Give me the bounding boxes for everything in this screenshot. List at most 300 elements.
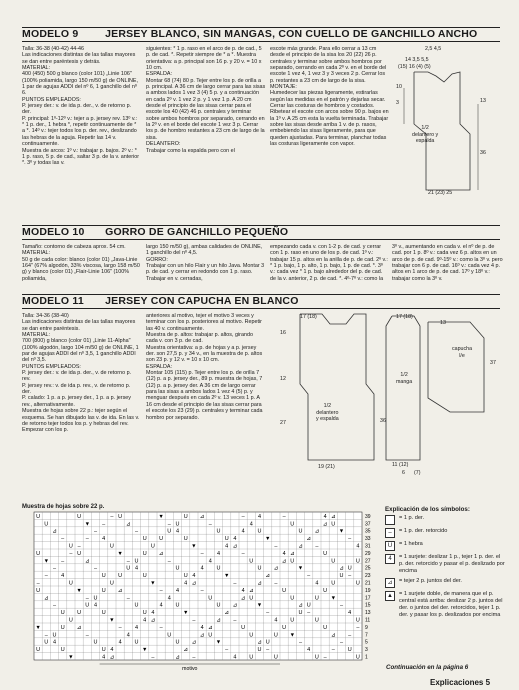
stitch-symbol: – xyxy=(118,624,122,631)
stitch-symbol: U xyxy=(331,521,336,528)
stitch-symbol: ▼ xyxy=(338,528,345,535)
legend-symbol: – xyxy=(385,528,395,538)
stitch-symbol: ▼ xyxy=(158,513,164,520)
stitch-symbol: – xyxy=(126,558,130,565)
stitch-symbol: 4 xyxy=(233,654,237,661)
stitch-symbol: – xyxy=(200,550,204,557)
stitch-symbol: ▼ xyxy=(264,536,271,543)
modelo-9-sch-right1: 13 xyxy=(480,98,486,104)
stitch-symbol: U xyxy=(347,647,352,654)
modelo-9-sch-label: 1/2 delantero y espalda xyxy=(412,125,439,144)
stitch-symbol: ▼ xyxy=(289,632,296,639)
stitch-symbol: 4 xyxy=(126,632,130,639)
stitch-symbol: U xyxy=(183,536,188,543)
stitch-symbol: U xyxy=(101,587,106,594)
stitch-symbol: – xyxy=(233,580,237,587)
stitch-symbol: ⊿ xyxy=(158,550,164,557)
stitch-symbol: – xyxy=(192,654,196,661)
stitch-symbol: U xyxy=(183,573,188,580)
stitch-symbol: 4 xyxy=(134,565,139,572)
stitch-symbol: – xyxy=(134,528,139,535)
stitch-symbol: U xyxy=(331,558,336,565)
legend-symbol: ⊿ xyxy=(385,578,395,588)
legend-text: = 1 p. der. xyxy=(399,515,425,521)
stitch-symbol: ▼ xyxy=(76,587,82,594)
stitch-symbol: U xyxy=(36,550,41,557)
modelo-10-title: GORRO DE GANCHILLO PEQUEÑO xyxy=(105,226,289,238)
stitch-symbol: – xyxy=(274,543,278,550)
stitch-symbol: U xyxy=(314,595,319,602)
stitch-symbol: – xyxy=(274,580,278,587)
stitch-symbol: ⊿ xyxy=(207,624,213,631)
stitch-symbol: – xyxy=(339,602,344,609)
stitch-symbol: U xyxy=(77,550,82,557)
legend-item xyxy=(385,578,505,588)
modelo-11-sch-b: 16 xyxy=(280,330,286,336)
legend-text: = tejer 2 p. juntos del der. xyxy=(399,578,462,584)
stitch-symbol: – xyxy=(339,639,344,646)
stitch-symbol: 4 xyxy=(102,536,106,543)
stitch-symbol: ⊿ xyxy=(117,587,123,594)
stitch-symbol: U xyxy=(257,528,262,535)
stitch-symbol: U xyxy=(216,528,221,535)
stitch-symbol: U xyxy=(314,617,319,624)
stitch-symbol: ⊿ xyxy=(150,617,156,624)
stitch-symbol: U xyxy=(208,595,213,602)
stitch-symbol: ⊿ xyxy=(199,513,205,520)
modelo-10-col2: largo 150 m/50 g), ambas calidades de ONLINE, 1 ganchillo del nº 4,5. GORRO: Trabajar con un hilo Flair y un hilo Java. Montar 3 p. de cad. y cerrar en redondo con 1 p. raso. Trabajar en v. cerradas, xyxy=(146,244,265,282)
stitch-symbol: – xyxy=(192,617,196,624)
stitch-symbol: ⊿ xyxy=(281,558,287,565)
stitch-symbol: U xyxy=(93,639,98,646)
legend-title: Explicación de los símbolos: xyxy=(385,506,470,513)
modelo-10-col3: empezando cada v. con 1-2 p. de cad. y cerrar con 1 p. raso en uno de los p. de cad. 1º v.: trabajar 15 p. altos en la anilla de p. de cad. 2º v.: * 1 p. bajo, 1 p. alto, 1 p. bajo, 1 p. de cad. *. 3º v.: cada vez * 1 p. bajo alrededor del p. de cad. de la v. anterior, 2 p. de cad. *. 4º-7º v.: como la xyxy=(270,244,390,282)
modelo-11-sch-f: 17 (18) xyxy=(396,314,413,320)
stitch-symbol: ⊿ xyxy=(257,580,262,587)
legend-symbol: ▲ xyxy=(385,591,395,601)
modelo-11-sch-k: 13 xyxy=(440,320,446,326)
modelo-11-sch-m: 37 xyxy=(490,360,496,366)
modelo-9-number: MODELO 9 xyxy=(22,28,79,40)
legend-text: = 1 hebra xyxy=(399,541,423,547)
modelo-11-sch-i: 6 xyxy=(402,470,405,476)
stitch-symbol: – xyxy=(348,536,352,543)
stitch-symbol: U xyxy=(298,528,303,535)
stitch-symbol: ⊿ xyxy=(43,595,49,602)
stitch-symbol: ⊿ xyxy=(125,521,131,528)
stitch-symbol: ⊿ xyxy=(84,558,90,565)
stitch-symbol: – xyxy=(233,617,237,624)
stitch-symbol: ▼ xyxy=(223,573,230,580)
stitch-symbol: U xyxy=(323,624,328,631)
stitch-symbol: – xyxy=(266,647,270,654)
stitch-symbol: U xyxy=(159,536,164,543)
stitch-symbol: ▼ xyxy=(141,647,148,654)
legend-item xyxy=(385,591,505,619)
stitch-symbol: U xyxy=(142,550,147,557)
stitch-symbol: 4 xyxy=(175,587,180,594)
stitch-symbol: ▼ xyxy=(68,654,74,661)
stitch-symbol: – xyxy=(282,513,286,520)
stitch-symbol: 4 xyxy=(241,528,245,535)
stitch-symbol: 4 xyxy=(192,573,196,580)
stitch-symbol: – xyxy=(44,573,48,580)
stitch-symbol: U xyxy=(93,595,98,602)
stitch-symbol: ⊿ xyxy=(273,565,279,572)
modelo-9-sch-top: 2,5 4,5 xyxy=(425,46,442,52)
stitch-symbol: 4 xyxy=(159,602,163,609)
stitch-symbol: 4 xyxy=(315,580,319,587)
stitch-symbol: U xyxy=(52,632,57,639)
stitch-symbol: – xyxy=(69,550,73,557)
stitch-symbol: U xyxy=(331,580,336,587)
modelo-9-header xyxy=(22,27,500,42)
stitch-symbol: U xyxy=(183,513,188,520)
stitch-symbol: U xyxy=(36,587,41,594)
legend-symbol: 4 xyxy=(385,554,395,564)
row-number: 15 xyxy=(365,602,371,609)
modelo-9-sch-neck: 14 3,5 5,5 xyxy=(405,57,429,63)
stitch-symbol: ⊿ xyxy=(175,654,180,661)
legend-text: = 1 surjete doble, de manera que el p. central está arriba: deslizar 2 p. juntos del der. o juntos del der. retorcidos, tejer 1 p. der. y pasar los p. deslizados por encima xyxy=(399,591,503,618)
stitch-symbol: – xyxy=(44,632,48,639)
stitch-symbol: ⊿ xyxy=(199,632,205,639)
modelo-11-sch-d: 27 xyxy=(280,420,286,426)
stitch-symbol: ▼ xyxy=(43,558,50,565)
modelo-10-header xyxy=(22,225,500,240)
modelo-9-sch-cols: (15) 16 (4) (5) xyxy=(398,64,431,70)
stitch-symbol: U xyxy=(347,565,352,572)
stitch-symbol: – xyxy=(348,573,352,580)
stitch-symbol: ⊿ xyxy=(183,647,189,654)
stitch-symbol: ⊿ xyxy=(52,528,57,535)
stitch-symbol: – xyxy=(52,565,57,572)
stitch-symbol: ⊿ xyxy=(330,632,336,639)
modelo-10-col1: Tamaño: contorno de cabeza aprox. 54 cm. MATERIAL: 50 g de cada color: blanco (color 01) „Java-Linie 164" (67% algodón, 33% viscosa, largo 158 m/50 g) y blanco (color 01) „Flair-Linie 106" (100% poliamida, xyxy=(22,244,140,282)
stitch-symbol: – xyxy=(93,528,98,535)
stitch-symbol: – xyxy=(208,521,212,528)
stitch-symbol: U xyxy=(142,573,147,580)
stitch-symbol: – xyxy=(126,595,130,602)
stitch-symbol: U xyxy=(175,521,180,528)
page-footer: Explicaciones 5 xyxy=(430,678,491,687)
stitch-symbol: U xyxy=(208,632,213,639)
stitch-symbol: U xyxy=(355,617,360,624)
stitch-symbol: – xyxy=(102,521,106,528)
stitch-symbol: – xyxy=(85,632,89,639)
stitch-symbol: U xyxy=(68,617,73,624)
stitch-chart-title: Muestra de hojas sobre 22 p. xyxy=(22,504,105,510)
stitch-symbol: U xyxy=(298,610,303,617)
stitch-symbol: U xyxy=(175,639,180,646)
stitch-symbol: – xyxy=(241,550,245,557)
stitch-symbol: ⊿ xyxy=(232,602,238,609)
stitch-symbol: U xyxy=(257,565,262,572)
stitch-symbol: ⊿ xyxy=(224,610,230,617)
modelo-11-sch-a: 17 (18) xyxy=(300,314,317,320)
stitch-symbol: 4 xyxy=(225,543,229,550)
stitch-symbol: U xyxy=(355,580,360,587)
row-number: 31 xyxy=(365,543,371,550)
stitch-symbol: U xyxy=(44,521,49,528)
stitch-symbol: ▼ xyxy=(297,565,304,572)
stitch-symbol: – xyxy=(241,513,245,520)
legend-item xyxy=(385,515,505,525)
stitch-symbol: ⊿ xyxy=(298,543,303,550)
stitch-symbol: ▼ xyxy=(256,602,263,609)
stitch-symbol: U xyxy=(323,550,328,557)
stitch-symbol: – xyxy=(200,587,204,594)
stitch-symbol: 4 xyxy=(151,610,155,617)
row-number: 33 xyxy=(365,536,371,543)
stitch-symbol: U xyxy=(290,617,295,624)
stitch-symbol: 4 xyxy=(134,624,139,631)
row-number: 25 xyxy=(365,565,371,572)
stitch-symbol: U xyxy=(355,654,360,661)
stitch-chart xyxy=(22,512,378,672)
row-number: 9 xyxy=(365,624,368,631)
row-number: 39 xyxy=(365,513,371,520)
stitch-symbol: ⊿ xyxy=(109,654,115,661)
stitch-symbol: 4 xyxy=(216,550,221,557)
modelo-9-sch-right2: 36 xyxy=(480,150,486,156)
stitch-symbol: U xyxy=(36,513,41,520)
legend-item xyxy=(385,541,505,551)
stitch-symbol: ▼ xyxy=(109,617,115,624)
stitch-symbol: U xyxy=(249,595,254,602)
legend-text: = 1 p. der. retorcido xyxy=(399,528,448,534)
stitch-symbol: – xyxy=(61,558,65,565)
stitch-symbol: – xyxy=(348,632,352,639)
stitch-symbol: 4 xyxy=(200,565,204,572)
row-number: 17 xyxy=(365,595,371,602)
stitch-symbol: U xyxy=(314,654,319,661)
modelo-11-sch-g: 1/2 manga xyxy=(396,372,413,385)
modelo-9-col1: Talla: 36-38 (40-42) 44-46 Las indicaciones distintas de las tallas mayores se dan entre paréntesis y detrás. MATERIAL: 400 (450) 500 g blanco (color 101) „Linie 106" (100% poliamida, largo 150 m/50 g) de ONLINE, 1 par de agujas ADDI del nº 6, 1 ganchillo del nº 6. PUNTOS EMPLEADOS: P. jersey der.: v. de ida p. der., v. de retorno p. der. P. principal: 1º-12º v.: tejer a p. jersey rev. 13º v.: * 1 p. der., 1 hebra *, repetir continuamente de * a *. 14º v.: tejer todos los p. der. rev., deslizando las hebras de la aguja. Repetir las 14 v. continuamente. Muestra de arcos: 1º v.: trabajar p. bajos. 2º v.: * 1 p. raso, 5 p. de cad., saltar 3 p. de la v. anterior *. 3º y todas las v. xyxy=(22,46,140,167)
stitch-symbol: U xyxy=(109,543,114,550)
stitch-symbol: 4 xyxy=(118,639,122,646)
stitch-symbol: U xyxy=(109,580,114,587)
stitch-symbol: ▼ xyxy=(117,550,123,557)
stitch-symbol: U xyxy=(306,602,311,609)
row-number: 27 xyxy=(365,558,371,565)
stitch-symbol: U xyxy=(118,513,123,520)
row-number: 35 xyxy=(365,528,371,535)
stitch-symbol: 4 xyxy=(282,550,286,557)
stitch-symbol: U xyxy=(249,632,254,639)
legend-symbol: U xyxy=(385,541,395,551)
row-number: 37 xyxy=(365,521,371,528)
stitch-symbol: 4 xyxy=(274,617,278,624)
legend-text: = 1 surjete: deslizar 1 p., tejer 1 p. der. el p. der. retorcido y pasar el p. deslizado por encima xyxy=(399,554,505,574)
stitch-symbol: 4 xyxy=(167,595,171,602)
stitch-symbol: U xyxy=(68,580,73,587)
stitch-symbol: – xyxy=(167,521,171,528)
stitch-symbol: – xyxy=(167,558,171,565)
stitch-symbol: 4 xyxy=(241,587,245,594)
row-number: 23 xyxy=(365,573,371,580)
stitch-symbol: – xyxy=(93,565,98,572)
stitch-symbol: 4 xyxy=(257,513,262,520)
stitch-symbol: U xyxy=(77,513,82,520)
stitch-symbol: 4 xyxy=(200,624,204,631)
stitch-symbol: – xyxy=(266,610,270,617)
continuation-note: Continuación en la página 6 xyxy=(386,664,469,671)
stitch-symbol: – xyxy=(298,639,303,646)
stitch-symbol: 4 xyxy=(93,602,98,609)
stitch-symbol: U xyxy=(339,573,344,580)
modelo-11-sch-bottom: 19 (21) xyxy=(318,464,335,470)
stitch-symbol: U xyxy=(175,565,180,572)
modelo-11-sch-e: 36 xyxy=(380,418,386,424)
stitch-symbol: 4 xyxy=(233,536,237,543)
modelo-10-col4: 3º v., aumentando en cada v. el nº de p. de cad. por 1 p. 8º v.: cada vez 6 p. altos en un arco de p. de cad. 9º-15º v.: como la 3º v. pero trabajar con 6 p. de cad. 16º v.: cada vez 4 p. altos en 1 arco de p. de cad. 17º y 18º v.: trabajar como la 3º v. xyxy=(392,244,505,282)
stitch-symbol: U xyxy=(77,610,82,617)
stitch-symbol: U xyxy=(60,624,65,631)
modelo-11-sch-c: 12 xyxy=(280,376,286,382)
stitch-symbol: 4 xyxy=(249,521,253,528)
stitch-symbol: ▼ xyxy=(35,624,41,631)
stitch-symbol: – xyxy=(159,587,163,594)
stitch-symbol: ⊿ xyxy=(232,543,238,550)
stitch-symbol: U xyxy=(101,573,106,580)
stitch-symbol: – xyxy=(159,624,163,631)
stitch-symbol: ⊿ xyxy=(330,513,336,520)
stitch-symbol: – xyxy=(61,536,65,543)
row-number: 3 xyxy=(365,647,368,654)
legend-symbol xyxy=(385,515,395,525)
stitch-symbol: U xyxy=(44,639,49,646)
stitch-symbol: ▼ xyxy=(215,639,222,646)
stitch-symbol: U xyxy=(273,632,278,639)
stitch-symbol: U xyxy=(175,602,180,609)
stitch-symbol: U xyxy=(249,654,254,661)
stitch-symbol: ⊿ xyxy=(191,639,197,646)
stitch-symbol: – xyxy=(331,647,335,654)
stitch-symbol: ⊿ xyxy=(322,521,328,528)
modelo-11-header xyxy=(22,294,500,309)
stitch-symbol: U xyxy=(290,558,295,565)
stitch-symbol: U xyxy=(134,602,139,609)
stitch-symbol: – xyxy=(110,513,114,520)
modelo-9-sch-left2: 3 xyxy=(396,100,399,106)
row-number: 7 xyxy=(365,632,368,639)
modelo-9-sch-bottom: 21 (23) 25 xyxy=(428,190,453,196)
stitch-symbol: ⊿ xyxy=(257,639,262,646)
stitch-symbol: 4 xyxy=(348,610,352,617)
stitch-symbol: – xyxy=(85,595,89,602)
modelo-11-sch-h: 11 (12) xyxy=(392,462,409,468)
stitch-symbol: ⊿ xyxy=(265,573,271,580)
stitch-symbol: U xyxy=(150,543,155,550)
motivo-label: motivo xyxy=(182,666,198,672)
stitch-symbol: – xyxy=(85,536,89,543)
stitch-symbol: 4 xyxy=(356,543,360,550)
modelo-9-col2: siguientes: * 1 p. raso en el arco de p. de cad., 5 p. de cad. *. Repetir siempre de * a *. Muestra orientativa: a p. principal son 16 p. y 20 v. = 10 x 10 cm. ESPALDA: Montar 68 (74) 80 p. Tejer entre los p. de orilla a p. principal. A 36 cm de largo cerrar para las sisas a ambos lados 1 vez 3 (4) 5 p. y a continuación en cada 2º v. 1 vez 2 p. y 1 vez 1 p. A 20 cm desde el principio de las sisas cerrar para el escote los 40 (42) 46 p. centrales y terminar sobre ambos hombros por separado, cerrando en la 2º v. en el borde del escote 1 vez 3 p. Cerrar los p. de hombro restantes a 23 cm de largo de la sisa. DELANTERO: Trabajar como la espalda pero con el xyxy=(146,46,266,154)
modelo-9-sch-left1: 10 xyxy=(396,84,402,90)
stitch-symbol: 4 xyxy=(110,647,114,654)
stitch-symbol: 4 xyxy=(208,558,212,565)
stitch-symbol: ⊿ xyxy=(76,624,82,631)
stitch-symbol: U xyxy=(290,521,295,528)
stitch-symbol: ▼ xyxy=(182,610,189,617)
modelo-11-sch-label: 1/2 delantero y espalda xyxy=(316,403,339,422)
stitch-symbol: U xyxy=(257,647,262,654)
stitch-symbol: U xyxy=(85,602,90,609)
stitch-symbol: – xyxy=(151,654,155,661)
stitch-symbol: U xyxy=(101,610,106,617)
stitch-symbol: U xyxy=(68,543,73,550)
stitch-symbol: ⊿ xyxy=(339,565,344,572)
stitch-symbol: U xyxy=(216,602,221,609)
stitch-symbol: U xyxy=(118,573,123,580)
legend-item xyxy=(385,554,505,575)
stitch-symbol: U xyxy=(60,610,65,617)
stitch-symbol: – xyxy=(77,543,81,550)
stitch-symbol: U xyxy=(282,624,287,631)
stitch-symbol: – xyxy=(36,580,40,587)
stitch-symbol: 4 xyxy=(323,513,327,520)
stitch-symbol: U xyxy=(224,536,229,543)
stitch-symbol: U xyxy=(101,647,106,654)
stitch-symbol: – xyxy=(52,602,57,609)
stitch-symbol: – xyxy=(307,610,311,617)
stitch-symbol: U xyxy=(142,610,147,617)
stitch-symbol: U xyxy=(216,565,221,572)
stitch-symbol: 4 xyxy=(307,647,311,654)
modelo-11-sch-l: capucha l/e xyxy=(452,346,473,359)
stitch-symbol: ▼ xyxy=(84,521,91,528)
stitch-symbol: U xyxy=(249,558,254,565)
stitch-symbol: U xyxy=(273,654,278,661)
stitch-symbol: 4 xyxy=(52,639,57,646)
stitch-symbol: ⊿ xyxy=(314,528,320,535)
stitch-symbol: U xyxy=(142,536,147,543)
stitch-symbol: U xyxy=(323,587,328,594)
stitch-symbol: U xyxy=(126,565,131,572)
modelo-9-col3: escote más grande. Para ello cerrar a 13 cm desde el principio de la sisa los 20 (22) 26 p. centrales y terminar sobre ambos hombros por separado, cerrando en cada 2º v. en el borde del escote 1 vez 4, 1 vez 3 y 3 veces 2 p. Cerrar los p. restantes a 23 cm de largo de la sisa. MONTAJE: Humedecer las piezas ligeramente, estirarlas según las medidas en el patrón y dejarlas secar. Cerrar las costuras de hombros y costados. Ribetear el escote con arcos sobre 90 p. bajos en la 1º v. A 25 cm esta la vuelta terminada. Trabajar sobre las sisas desde arriba 1 v. de p. rasos, embebiendo las sisas ligeramente, para que queden ajustadas. Para terminar, planchar todas las costuras ligeramente con vapor. xyxy=(270,46,389,148)
row-number: 21 xyxy=(365,580,371,587)
stitch-symbol: ⊿ xyxy=(248,587,254,594)
row-number: 5 xyxy=(365,639,368,646)
modelo-10-number: MODELO 10 xyxy=(22,226,85,238)
stitch-symbol: – xyxy=(225,647,229,654)
modelo-11-title: JERSEY CON CAPUCHA EN BLANCO xyxy=(105,295,299,307)
stitch-symbol: U xyxy=(282,587,287,594)
stitch-symbol: ▼ xyxy=(150,580,156,587)
modelo-11-number: MODELO 11 xyxy=(22,295,84,307)
row-number: 13 xyxy=(365,610,371,617)
modelo-11-sch-j: (7) xyxy=(414,470,421,476)
stitch-symbol: 4 xyxy=(184,580,188,587)
stitch-symbol: U xyxy=(355,558,360,565)
stitch-symbol: U xyxy=(134,639,139,646)
stitch-symbol: – xyxy=(307,573,311,580)
modelo-9-title: JERSEY BLANCO, SIN MANGAS, CON CUELLO DE GANCHILLO ANCHO xyxy=(105,28,478,40)
stitch-symbol: ▼ xyxy=(191,543,197,550)
modelo-11-schematics xyxy=(270,310,510,500)
row-number: 1 xyxy=(365,654,368,661)
stitch-symbol: U xyxy=(60,647,65,654)
stitch-symbol: ⊿ xyxy=(216,617,221,624)
stitch-symbol: U xyxy=(134,558,139,565)
stitch-symbol: – xyxy=(323,654,327,661)
stitch-symbol: 4 xyxy=(175,528,180,535)
row-number: 29 xyxy=(365,550,371,557)
stitch-symbol: 4 xyxy=(143,617,147,624)
stitch-symbol: U xyxy=(36,647,41,654)
stitch-symbol: ▼ xyxy=(330,595,337,602)
